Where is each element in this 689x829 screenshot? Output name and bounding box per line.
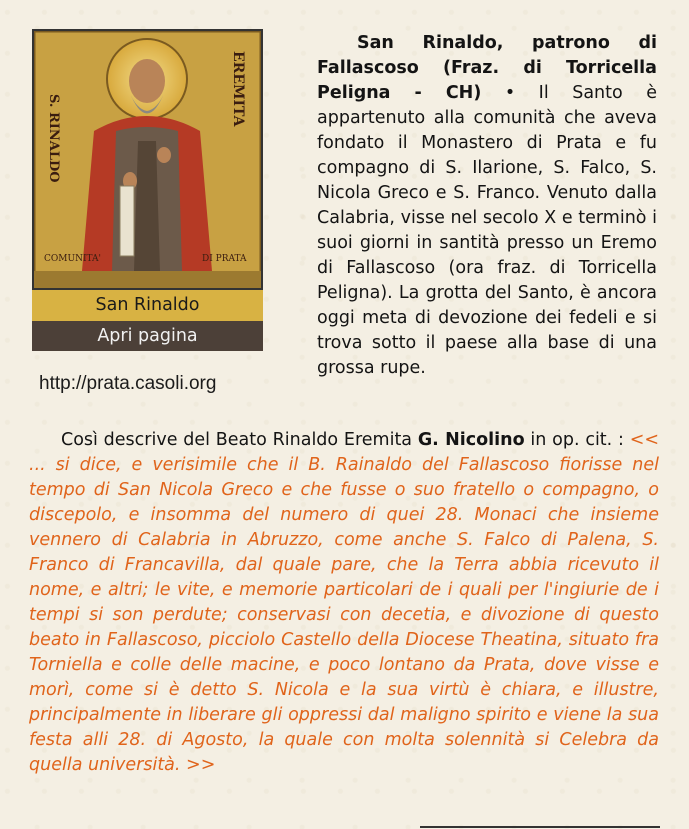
quote-paragraph — [29, 428, 659, 778]
saint-card — [32, 29, 263, 351]
open-page-button[interactable]: Apri pagina — [32, 321, 263, 351]
quote-intro: Così descrive del Beato Rinaldo Eremita — [61, 430, 418, 450]
image-caption: San Rinaldo — [32, 290, 263, 321]
icon-text-right: EREMITA — [230, 51, 246, 127]
icon-text-left: S. RINALDO — [46, 94, 61, 183]
intro-title: San Rinaldo, patrono di Fallascoso (Fraz. di Torricella Peligna - CH) — [317, 33, 657, 103]
icon-text-bottom-right: DI PRATA — [202, 254, 247, 264]
divider — [420, 826, 660, 828]
intro-paragraph — [317, 31, 657, 381]
icon-text-bottom-left: COMUNITA' — [44, 254, 101, 264]
quote-text: << ... si dice, e verisimile che il B. Rainaldo del Fallascoso fiorisse nel tempo di San Nicola Greco e che fusse o suo fratello o compagno, o discepolo, e insomma del numero di quei 28. Monaci che insieme vennero di Calabria in Abruzzo, come anche S. Falco di Palena, S. Franco di Francavilla, dal quale pare, che la Terra abbia ricevuto il nome, e altri; le vite, e memorie particolari de i quali per l'ingiurie de i tempi si son perdute; conservasi con decetia, e divozione di questo beato in Fallascoso, picciolo Castello della Diocese Theatina, situato fra Torniella e colle delle macine, e poco lontano da Prata, dove visse e morì, come si è detto S. Nicola e la sua virtù è chiara, e illustre, principalmente in liberare gli oppressi dal maligno spirito e viene la sua festa alli 28. di Agosto, la quale con molta solennità si Celebra da quella università. >> — [29, 430, 660, 775]
saint-icon-image[interactable] — [32, 29, 263, 290]
intro-body: • Il Santo è appartenuto alla comunità che aveva fondato il Monastero di Prata e fu compagno di S. Ilarione, S. Falco, S. Nicola Greco e S. Franco. Venuto dalla Calabria, visse nel secolo X e terminò i suoi giorni in santità presso un Eremo di Fallascoso (ora fraz. di Torricella Peligna). La grotta del Santo, è ancora oggi meta di devozione dei fedeli e si trova sotto il paese alla base di una grossa rupe. — [317, 83, 657, 378]
quote-after: in op. cit. : — [524, 430, 630, 450]
quote-author: G. Nicolino — [417, 430, 525, 450]
site-url[interactable]: http://prata.casoli.org — [39, 373, 217, 394]
